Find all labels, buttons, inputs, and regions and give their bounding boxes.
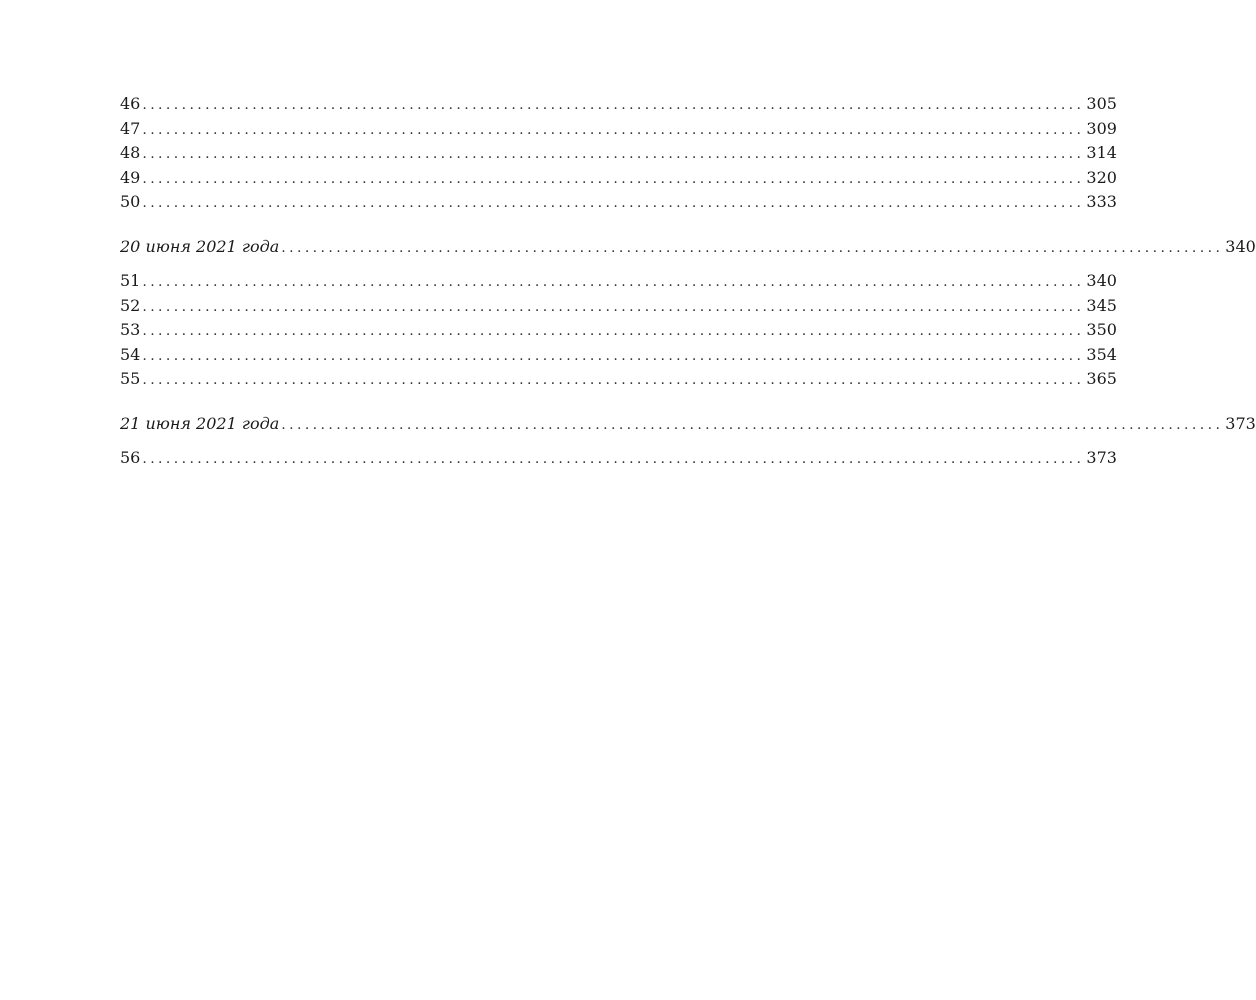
toc-entry-page: 309 — [1086, 118, 1117, 138]
toc-entry-page: 314 — [1086, 143, 1117, 162]
toc-entry — [120, 446, 1117, 471]
toc-entry-page: 320 — [1086, 167, 1117, 187]
dot-leader: ........................................................................................................................ — [142, 195, 1085, 211]
toc-section-label: 20 июня 2021 года — [120, 236, 280, 256]
toc-entry — [120, 166, 1117, 191]
toc-entry — [120, 367, 1117, 392]
toc-entry-label: 55 — [120, 369, 141, 388]
toc-entry-label: 49 — [120, 167, 141, 187]
toc-entry-page: 354 — [1086, 344, 1117, 364]
toc-entry — [120, 117, 1117, 142]
dot-leader: ........................................................................................................................ — [142, 274, 1085, 290]
dot-leader: ........................................................................................................................ — [142, 323, 1085, 339]
toc-entry — [120, 92, 1117, 117]
toc-entry-label: 48 — [120, 143, 141, 162]
toc-entry — [120, 318, 1117, 343]
toc-group-section — [120, 412, 1256, 437]
toc-entry-label: 47 — [120, 118, 141, 138]
toc-entry-page: 305 — [1086, 94, 1117, 113]
dot-leader: ........................................................................................................................ — [281, 239, 1224, 256]
table-of-contents — [120, 92, 1256, 471]
toc-group-chapters — [120, 446, 1117, 471]
toc-entry-page: 345 — [1086, 295, 1117, 315]
toc-entry-page: 333 — [1086, 192, 1117, 211]
toc-entry-page: 340 — [1086, 271, 1117, 290]
toc-entry-page: 340 — [1225, 236, 1256, 256]
dot-leader: ........................................................................................................................ — [142, 372, 1085, 388]
toc-group-chapters — [120, 269, 1117, 392]
toc-entry-label: 56 — [120, 448, 141, 467]
toc-entry-label: 52 — [120, 295, 141, 315]
toc-entry-label: 51 — [120, 271, 141, 290]
toc-entry-label: 53 — [120, 320, 141, 339]
dot-leader: ........................................................................................................................ — [142, 170, 1085, 187]
toc-entry-label: 50 — [120, 192, 141, 211]
dot-leader: ........................................................................................................................ — [142, 298, 1085, 315]
toc-entry-page: 350 — [1086, 320, 1117, 339]
toc-section-heading — [120, 235, 1256, 260]
toc-entry-label: 46 — [120, 94, 141, 113]
dot-leader: ........................................................................................................................ — [281, 416, 1224, 433]
toc-group-section — [120, 235, 1256, 260]
toc-group-chapters — [120, 92, 1117, 215]
toc-entry — [120, 343, 1117, 368]
toc-entry — [120, 190, 1117, 215]
toc-entry — [120, 141, 1117, 166]
toc-section-heading — [120, 412, 1256, 437]
dot-leader: ........................................................................................................................ — [142, 97, 1085, 113]
toc-entry — [120, 269, 1117, 294]
dot-leader: ........................................................................................................................ — [142, 347, 1085, 364]
dot-leader: ........................................................................................................................ — [142, 121, 1085, 138]
toc-entry — [120, 294, 1117, 319]
toc-entry-page: 373 — [1225, 413, 1256, 433]
toc-entry-label: 54 — [120, 344, 141, 364]
dot-leader: ........................................................................................................................ — [142, 146, 1085, 162]
toc-section-label: 21 июня 2021 года — [120, 413, 280, 433]
dot-leader: ........................................................................................................................ — [142, 451, 1085, 467]
toc-entry-page: 365 — [1086, 369, 1117, 388]
toc-entry-page: 373 — [1086, 448, 1117, 467]
